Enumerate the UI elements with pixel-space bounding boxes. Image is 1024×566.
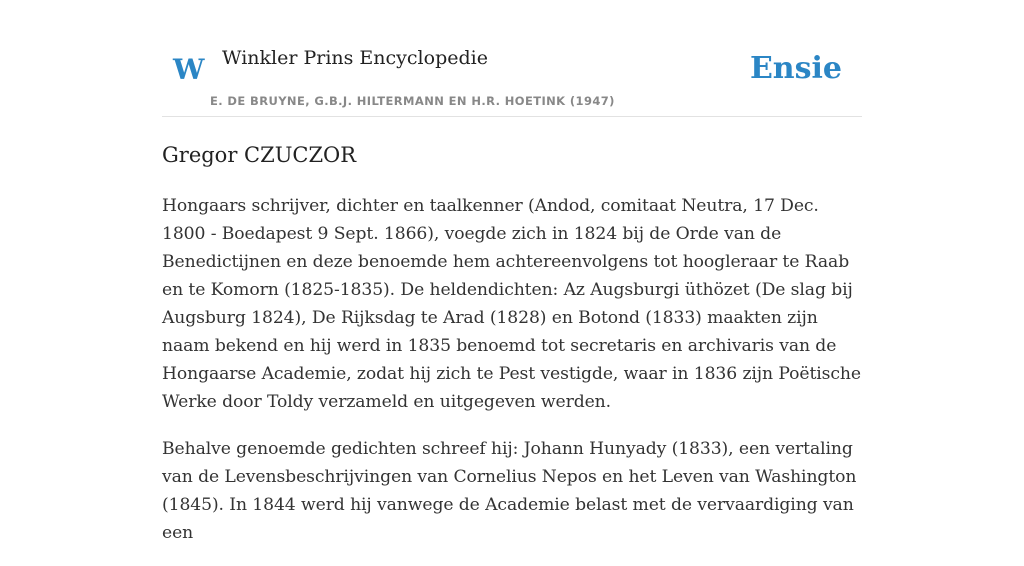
- site-header: [162, 0, 862, 117]
- entry-title: Gregor CZUCZOR: [162, 143, 357, 167]
- entry-body: [162, 192, 862, 566]
- entry-paragraph: Behalve genoemde gedichten schreef hij: Johann Hunyady (1833), een vertaling van de Levensbeschrijvingen van Cornelius Nepos en het Leven van Washington (1845). In 1844 werd hij vanwege de Academie belast met de vervaardiging van een: [162, 439, 857, 543]
- winkler-prins-logo[interactable]: W: [173, 53, 205, 86]
- byline-authors: E. DE BRUYNE, G.B.J. HILTERMANN EN H.R. HOETINK (1947): [210, 94, 615, 108]
- entry-paragraph: Hongaars schrijver, dichter en taalkenner (Andod, comitaat Neutra, 17 Dec. 1800 - Boedapest 9 Sept. 1866), voegde zich in 1824 bij de Orde van de Benedictijnen en deze benoemde hem achtereenvolgens tot hoogleraar te Raab en te Komorn (1825-1835). De heldendichten: Az Augsburgi üthözet (De slag bij Augsburg 1824), De Rijksdag te Arad (1828) en Botond (1833) maakten zijn naam bekend en hij werd in 1835 benoemd tot secretaris en archivaris van de Hongaarse Academie, zodat hij zich te Pest vestigde, waar in 1836 zijn Poëtische Werke door Toldy verzameld en uitgegeven werden.: [162, 196, 861, 412]
- ensie-brand-logo[interactable]: Ensie: [749, 51, 842, 86]
- site-title[interactable]: Winkler Prins Encyclopedie: [222, 47, 488, 69]
